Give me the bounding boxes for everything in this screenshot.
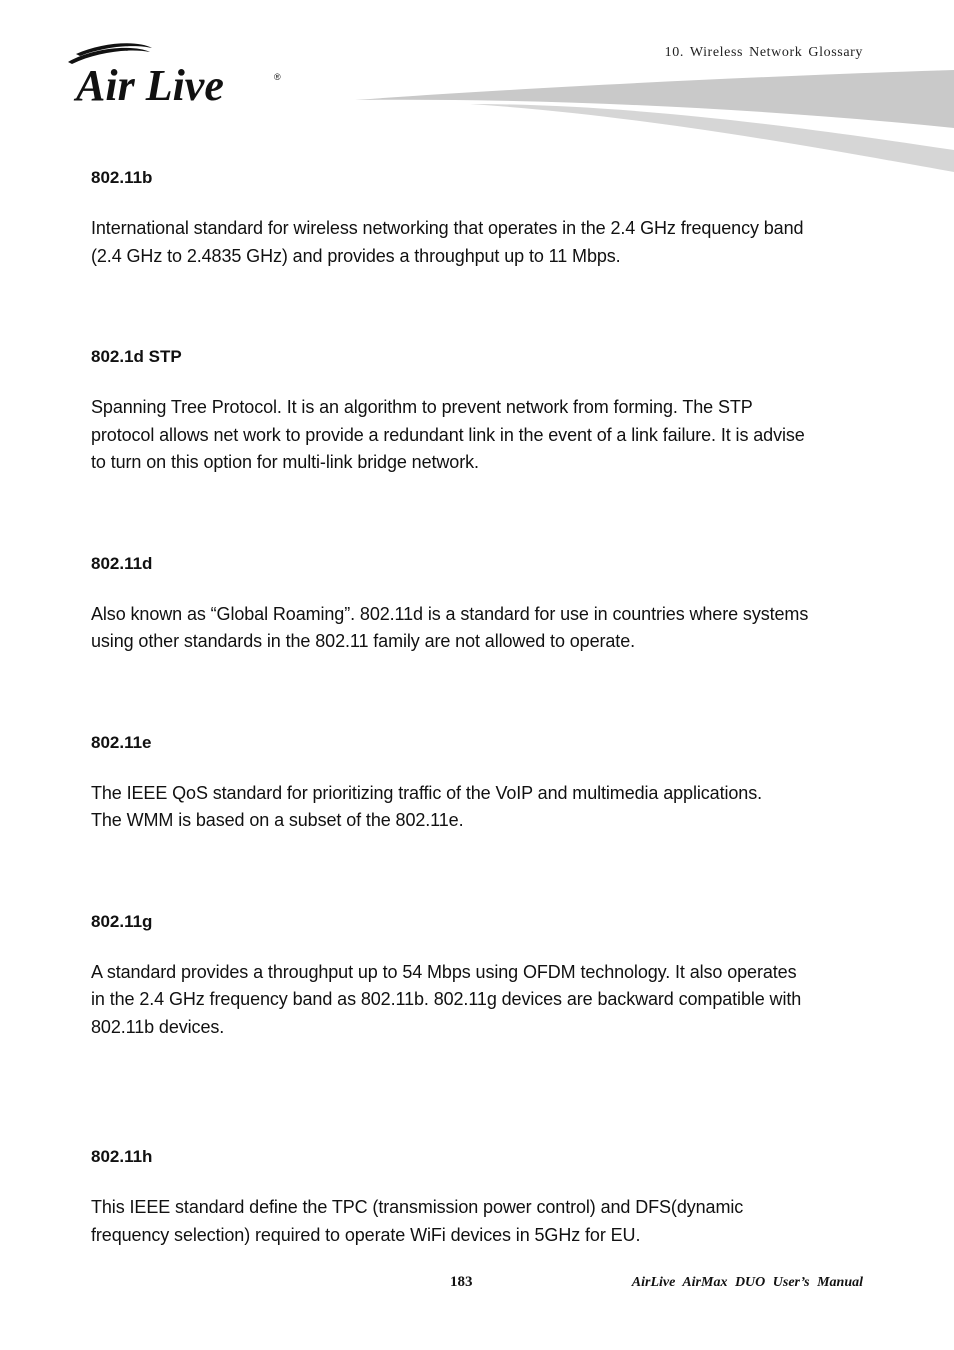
entry-body: This IEEE standard define the TPC (transmission power control) and DFS(dynamic frequency selection) required to operate WiFi devices in 5GHz for EU. — [91, 1197, 744, 1245]
glossary-entry-80211e — [91, 731, 871, 835]
entry-title: 802.11e — [91, 732, 152, 752]
svg-text:Air Live: Air Live — [76, 61, 224, 110]
entry-title: 802.11g — [91, 911, 153, 931]
entry-body: The IEEE QoS standard for prioritizing traffic of the VoIP and multimedia applications. The WMM is based on a subset of the 802.11e. — [91, 782, 762, 830]
entry-body: International standard for wireless networking that operates in the 2.4 GHz frequency band (2.4 GHz to 2.4835 GHz) and provides a throughput up to 11 Mbps. — [91, 218, 804, 266]
page-number: 183 — [450, 1274, 473, 1290]
glossary-content — [91, 166, 871, 1249]
entry-body: Also known as “Global Roaming”. 802.11d is a standard for use in countries where systems using other standards in the 802.11 family are not allowed to operate. — [91, 603, 809, 651]
glossary-entry-80211d — [91, 552, 871, 656]
chapter-header: 10. Wireless Network Glossary — [664, 45, 863, 60]
glossary-entry-8021d-stp — [91, 345, 871, 477]
entry-title: 802.1d STP — [91, 347, 182, 366]
glossary-entry-80211h — [91, 1145, 871, 1249]
entry-body: A standard provides a throughput up to 54 Mbps using OFDM technology. It also operates in the 2.4 GHz frequency band as 802.11b. 802.11g devices are backward compatible with 802.11b devices. — [91, 961, 802, 1037]
glossary-entry-80211g — [91, 910, 871, 1042]
manual-title: AirLive AirMax DUO User’s Manual — [631, 1275, 863, 1290]
entry-title: 802.11d — [91, 553, 153, 573]
glossary-entry-80211b — [91, 166, 871, 270]
entry-title: 802.11b — [91, 168, 153, 187]
entry-body: Spanning Tree Protocol. It is an algorithm to prevent network from forming. The STP protocol allows net work to provide a redundant link in the event of a link failure. It is advise to turn on this option for multi-link bridge network. — [91, 397, 805, 472]
svg-text:®: ® — [274, 72, 281, 82]
airlive-logo — [62, 40, 292, 110]
entry-title: 802.11h — [91, 1147, 153, 1166]
